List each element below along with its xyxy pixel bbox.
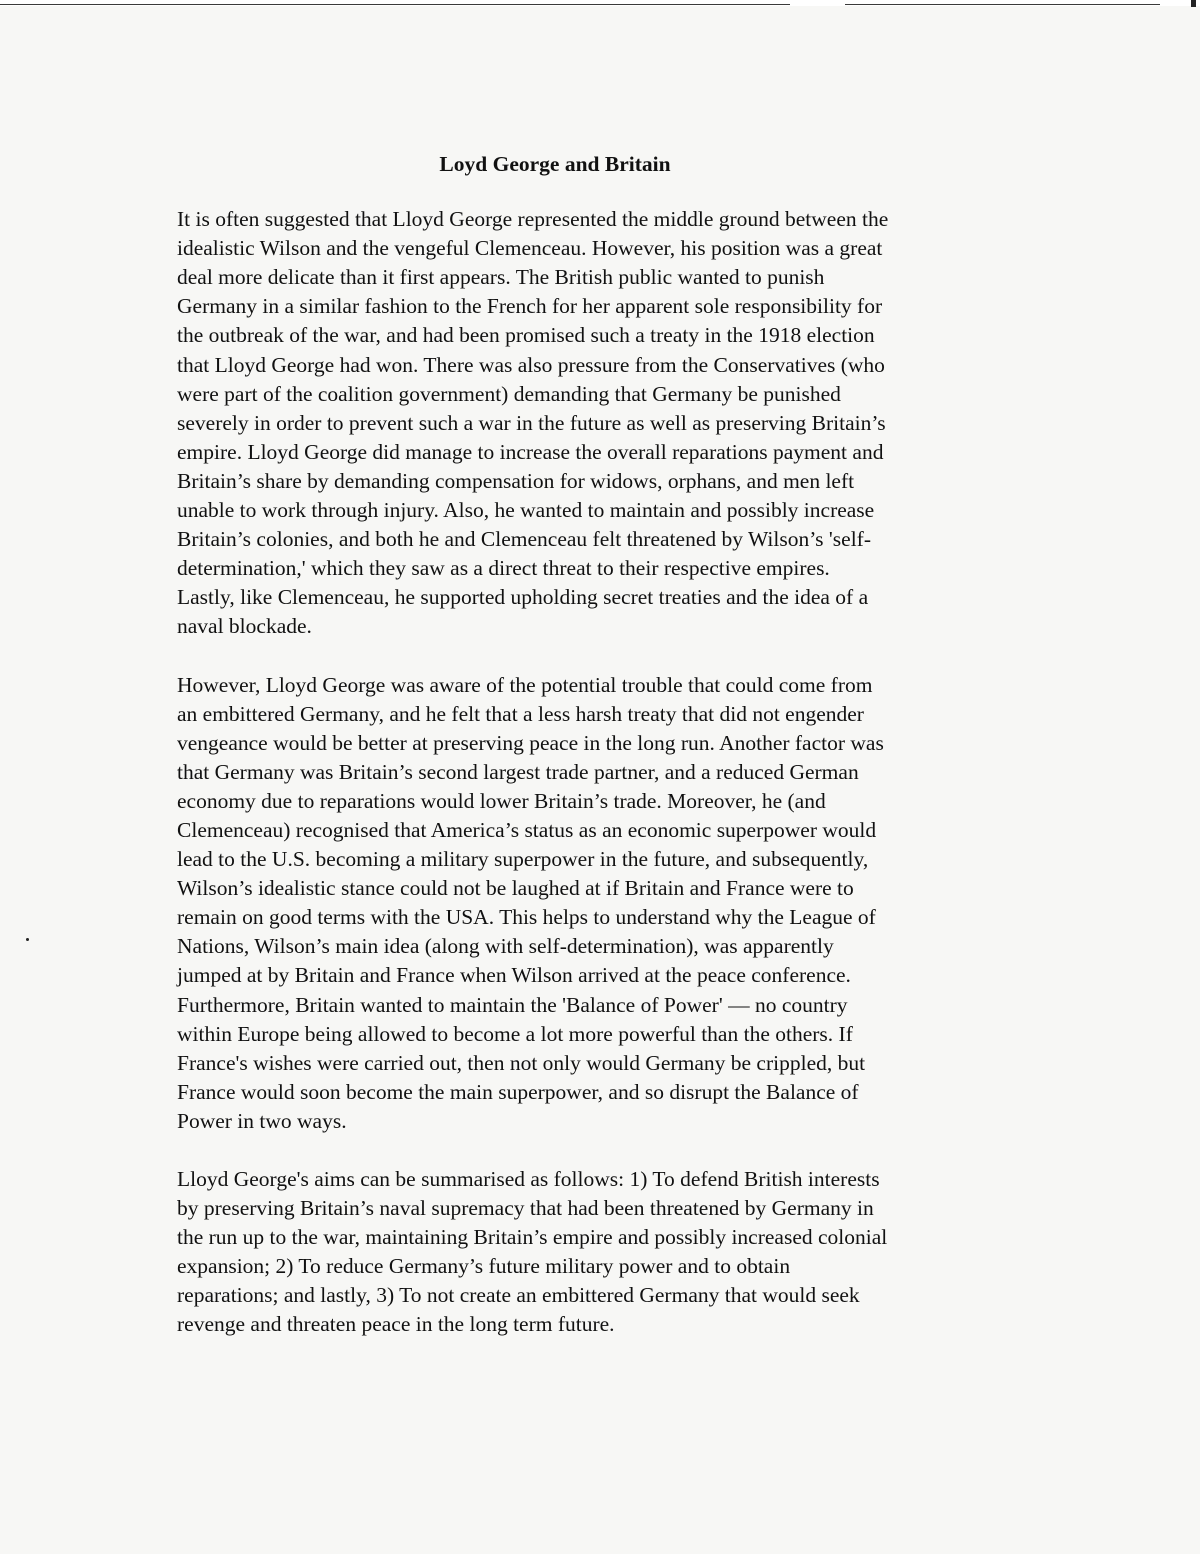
text-line: economy due to reparations would lower Britain’s trade. Moreover, he (and xyxy=(177,788,826,813)
text-line: Britain’s share by demanding compensation for widows, orphans, and men left xyxy=(177,468,855,493)
text-line: severely in order to prevent such a war in the future as well as preserving Britain’s xyxy=(177,410,886,435)
text-line: the outbreak of the war, and had been promised such a treaty in the 1918 election xyxy=(177,323,875,348)
text-line: idealistic Wilson and the vengeful Clemenceau. However, his position was a great xyxy=(177,236,883,261)
text-line: the run up to the war, maintaining Britain’s empire and possibly increased colonial xyxy=(177,1225,888,1250)
text-line: revenge and threaten peace in the long term future. xyxy=(177,1312,615,1337)
text-line: that Germany was Britain’s second largest trade partner, and a reduced German xyxy=(177,759,859,784)
text-line: Power in two ways. xyxy=(177,1108,347,1133)
text-line: Clemenceau) recognised that America’s status as an economic superpower would xyxy=(177,817,877,842)
text-line: deal more delicate than it first appears. The British public wanted to punish xyxy=(177,265,825,290)
paragraph-3 xyxy=(177,1165,1037,1340)
text-line: Germany in a similar fashion to the French for her apparent sole responsibility for xyxy=(177,294,883,319)
text-line: reparations; and lastly, 3) To not create an embittered Germany that would seek xyxy=(177,1283,860,1308)
text-line: Lastly, like Clemenceau, he supported upholding secret treaties and the idea of a xyxy=(177,585,869,610)
document-title: Loyd George and Britain xyxy=(439,152,671,176)
text-line: naval blockade. xyxy=(177,614,312,639)
text-line: vengeance would be better at preserving peace in the long run. Another factor was xyxy=(177,730,884,755)
scan-corner-mark xyxy=(1191,0,1196,7)
text-line: remain on good terms with the USA. This helps to understand why the League of xyxy=(177,905,876,930)
text-line: It is often suggested that Lloyd George represented the middle ground between the xyxy=(177,207,889,232)
text-line: Nations, Wilson’s main idea (along with self-determination), was apparently xyxy=(177,934,834,959)
scan-top-edge xyxy=(0,0,1200,6)
text-line: that Lloyd George had won. There was also pressure from the Conservatives (who xyxy=(177,352,885,377)
document-body xyxy=(177,150,1037,1369)
scan-top-line-right xyxy=(845,4,1160,5)
text-line: expansion; 2) To reduce Germany’s future military power and to obtain xyxy=(177,1254,791,1279)
text-line: Lloyd George's aims can be summarised as follows: 1) To defend British interests xyxy=(177,1167,880,1191)
paragraph-container xyxy=(177,205,1037,1339)
text-line: However, Lloyd George was aware of the potential trouble that could come from xyxy=(177,672,873,697)
text-line: Furthermore, Britain wanted to maintain the 'Balance of Power' — no country xyxy=(177,992,848,1017)
text-line: empire. Lloyd George did manage to increase the overall reparations payment and xyxy=(177,439,884,464)
text-line: unable to work through injury. Also, he wanted to maintain and possibly increase xyxy=(177,498,875,523)
text-line: France would soon become the main superpower, and so disrupt the Balance of xyxy=(177,1079,859,1104)
text-line: Wilson’s idealistic stance could not be laughed at if Britain and France were to xyxy=(177,876,854,901)
text-line: Britain’s colonies, and both he and Clemenceau felt threatened by Wilson’s 'self- xyxy=(177,527,872,552)
text-line: by preserving Britain’s naval supremacy that had been threatened by Germany in xyxy=(177,1196,874,1221)
scan-top-line-left xyxy=(0,4,790,5)
text-line: an embittered Germany, and he felt that a less harsh treaty that did not engender xyxy=(177,701,864,726)
text-line: determination,' which they saw as a direct threat to their respective empires. xyxy=(177,556,830,581)
text-line: jumped at by Britain and France when Wilson arrived at the peace conference. xyxy=(177,963,851,988)
text-line: within Europe being allowed to become a lot more powerful than the others. If xyxy=(177,1021,853,1046)
paragraph-1 xyxy=(177,205,1037,641)
text-line: lead to the U.S. becoming a military superpower in the future, and subsequently, xyxy=(177,847,869,872)
paragraph-2 xyxy=(177,671,1037,1137)
text-line: were part of the coalition government) demanding that Germany be punished xyxy=(177,381,841,406)
scan-speck xyxy=(26,938,29,941)
text-line: France's wishes were carried out, then not only would Germany be crippled, but xyxy=(177,1050,866,1075)
